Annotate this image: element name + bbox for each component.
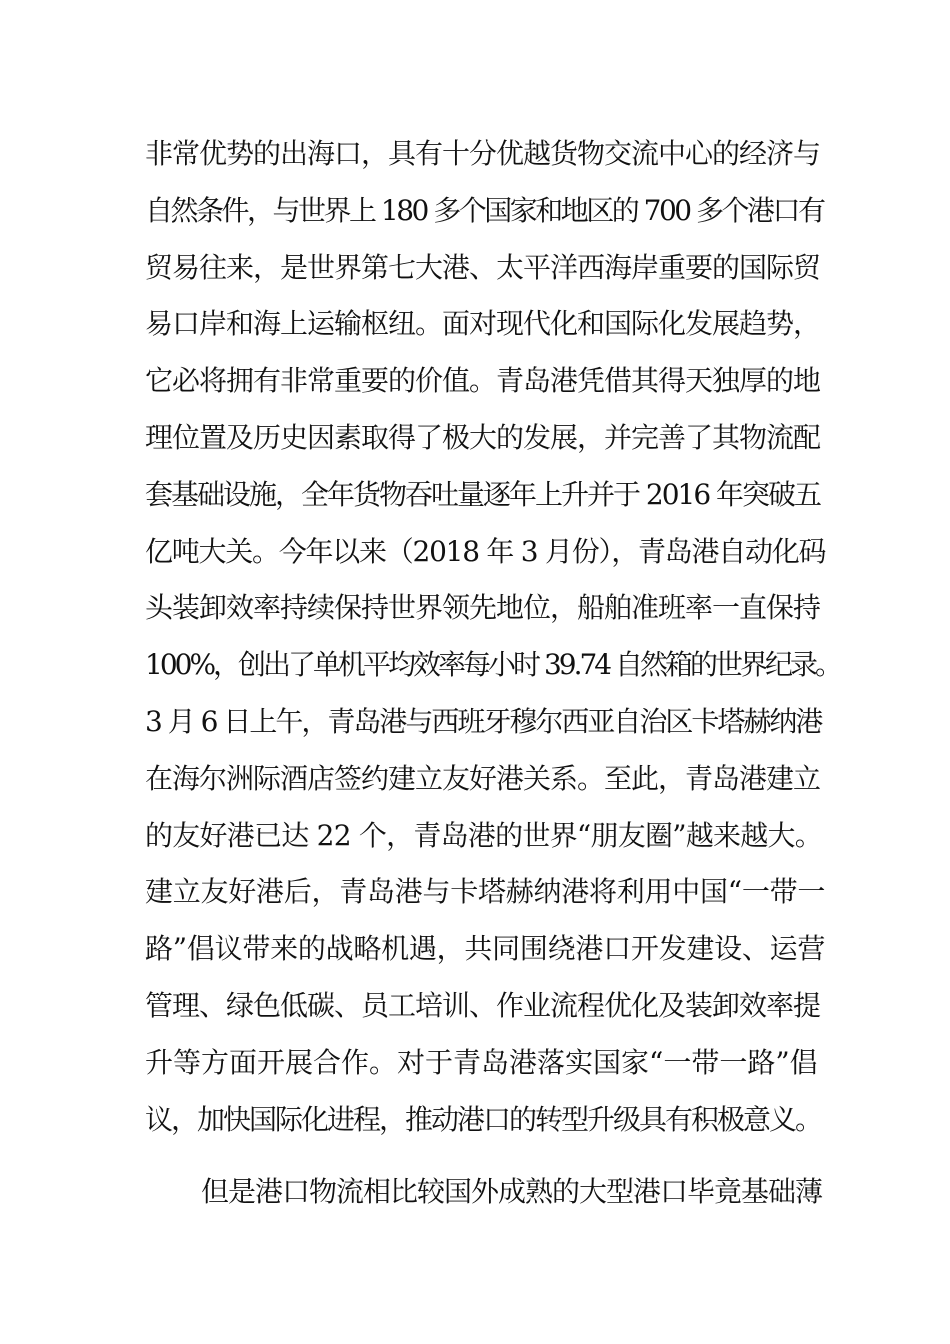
body-text — [145, 126, 841, 1221]
text-line: 头装卸效率持续保持世界领先地位，船舶准班率一直保持 — [145, 591, 821, 625]
text-line: 贸易往来，是世界第七大港、太平洋西海岸重要的国际贸 — [145, 250, 821, 284]
text-line: 升等方面开展合作。对于青岛港落实国家“一带一路”倡 — [145, 1045, 818, 1079]
paragraph-gap — [145, 1148, 825, 1164]
text-line: 的友好港已达 22 个，青岛港的世界“朋友圈”越来越大。 — [145, 818, 823, 852]
text-line: 3 月 6 日上午，青岛港与西班牙穆尔西亚自治区卡塔赫纳港 — [145, 704, 822, 738]
text-line: 亿吨大关。今年以来（2018 年 3 月份），青岛港自动化码 — [145, 534, 826, 568]
text-line: 它必将拥有非常重要的价值。青岛港凭借其得天独厚的地 — [145, 364, 821, 398]
paragraph-2 — [145, 1164, 825, 1221]
text-line: 建立友好港后，青岛港与卡塔赫纳港将利用中国“一带一 — [145, 875, 826, 909]
text-line: 非常优势的出海口，具有十分优越货物交流中心的经济与 — [145, 137, 821, 170]
text-line: 但是港口物流相比较国外成熟的大型港口毕竟基础薄 — [201, 1175, 823, 1209]
text-line: 易口岸和海上运输枢纽。面对现代化和国际化发展趋势， — [145, 307, 821, 341]
text-line: 议，加快国际化进程，推动港口的转型升级具有积极意义。 — [145, 1102, 822, 1136]
text-line: 在海尔洲际酒店签约建立友好港关系。至此，青岛港建立 — [145, 761, 821, 795]
text-line: 路”倡议带来的战略机遇，共同围绕港口开发建设、运营 — [145, 932, 826, 966]
text-line: 管理、绿色低碳、员工培训、作业流程优化及装卸效率提 — [145, 988, 821, 1022]
text-line: 100%，创出了单机平均效率每小时 39.74 自然箱的世界纪录。 — [145, 648, 841, 682]
text-line: 自然条件，与世界上 180 多个国家和地区的 700 多个港口有 — [145, 193, 824, 227]
text-line: 理位置及历史因素取得了极大的发展，并完善了其物流配 — [145, 420, 821, 454]
paragraph-1 — [145, 126, 841, 1148]
text-line: 套基础设施，全年货物吞吐量逐年上升并于 2016 年突破五 — [145, 477, 821, 511]
